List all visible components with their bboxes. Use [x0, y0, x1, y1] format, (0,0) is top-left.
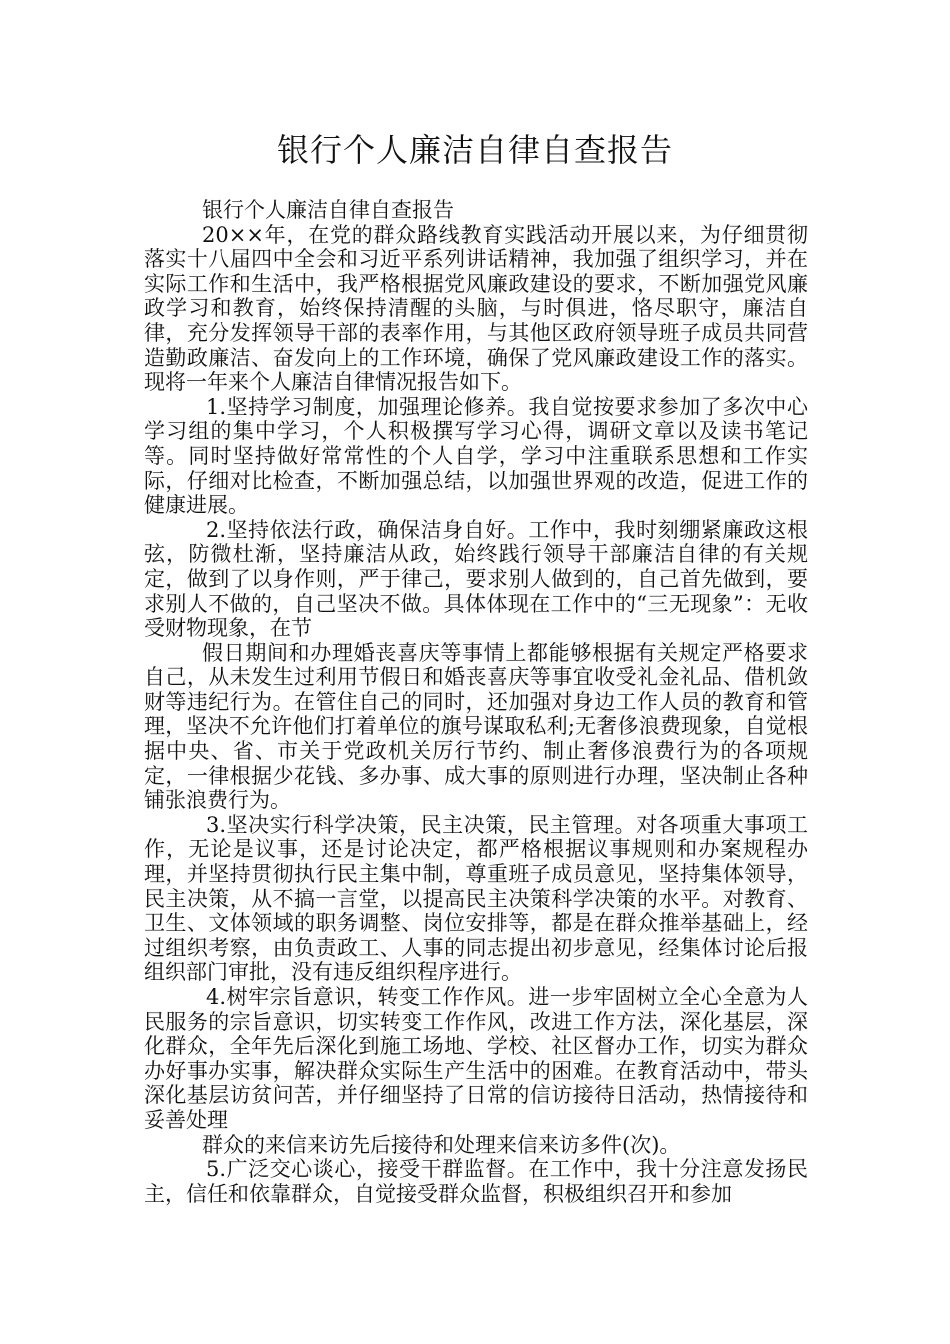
document-title: 银行个人廉洁自律自查报告: [276, 131, 673, 169]
document-body: [144, 198, 808, 1206]
section-4-paragraph: 4.树牢宗旨意识，转变工作作风。进一步牢固树立全心全意为人民服务的宗旨意识，切实转变工作作风，改进工作方法，深化基层，深化群众，全年先后深化到施工场地、学校、社区督办工作，切实为群众办好事办实事，解决群众实际生产生活中的困难。在教育活动中，带头深化基层访贫问苦，并仔细坚持了日常的信访接待日活动，热情接待和妥善处理: [144, 985, 808, 1132]
section-3-paragraph: 3.坚决实行科学决策，民主决策，民主管理。对各项重大事项工作，无论是议事，还是讨论决定，都严格根据议事规则和办案规程办理，并坚持贯彻执行民主集中制，尊重班子成员意见，坚持集体领导，民主决策，从不搞一言堂，以提高民主决策科学决策的水平。对教育、卫生、文体领域的职务调整、岗位安排等，都是在群众推举基础上，经过组织考察，由负责政工、人事的同志提出初步意见，经集体讨论后报组织部门审批，没有违反组织程序进行。: [144, 812, 808, 985]
subtitle-paragraph: 银行个人廉洁自律自查报告: [202, 198, 454, 222]
section-1-paragraph: 1.坚持学习制度，加强理论修养。我自觉按要求参加了多次中心学习组的集中学习，个人积极撰写学习心得，调研文章以及读书笔记等。同时坚持做好常常性的个人自学，学习中注重联系思想和工作实际，仔细对比检查，不断加强总结，以加强世界观的改造，促进工作的健康进展。: [144, 394, 808, 518]
section-4-continued-paragraph: 群众的来信来访先后接待和处理来信来访多件(次)。: [202, 1132, 681, 1157]
section-5-paragraph: 5.广泛交心谈心，接受干群监督。在工作中，我十分注意发扬民主，信任和依靠群众，自觉接受群众监督，积极组织召开和参加: [144, 1157, 808, 1206]
section-2-paragraph: 2.坚持依法行政，确保洁身自好。工作中，我时刻绷紧廉政这根弦，防微杜渐，坚持廉洁从政，始终践行领导干部廉洁自律的有关规定，做到了以身作则，严于律己，要求别人做到的，自己首先做到，要求别人不做的，自己坚决不做。具体体现在工作中的“三无现象”：无收受财物现象，在节: [144, 517, 808, 641]
intro-paragraph: 20××年，在党的群众路线教育实践活动开展以来，为仔细贯彻落实十八届四中全会和习近平系列讲话精神，我加强了组织学习，并在实际工作和生活中，我严格根据党风廉政建设的要求，不断加强党风廉政学习和教育，始终保持清醒的头脑，与时俱进，恪尽职守，廉洁自律，充分发挥领导干部的表率作用，与其他区政府领导班子成员共同营造勤政廉洁、奋发向上的工作环境，确保了党风廉政建设工作的落实。现将一年来个人廉洁自律情况报告如下。: [144, 222, 808, 395]
section-2-continued-paragraph: 假日期间和办理婚丧喜庆等事情上都能够根据有关规定严格要求自己，从未发生过利用节假日和婚丧喜庆等事宜收受礼金礼品、借机敛财等违纪行为。在管住自己的同时，还加强对身边工作人员的教育和管理，坚决不允许他们打着单位的旗号谋取私利;无奢侈浪费现象，自觉根据中央、省、市关于党政机关厉行节约、制止奢侈浪费行为的各项规定，一律根据少花钱、多办事、成大事的原则进行办理，坚决制止各种铺张浪费行为。: [144, 640, 808, 813]
